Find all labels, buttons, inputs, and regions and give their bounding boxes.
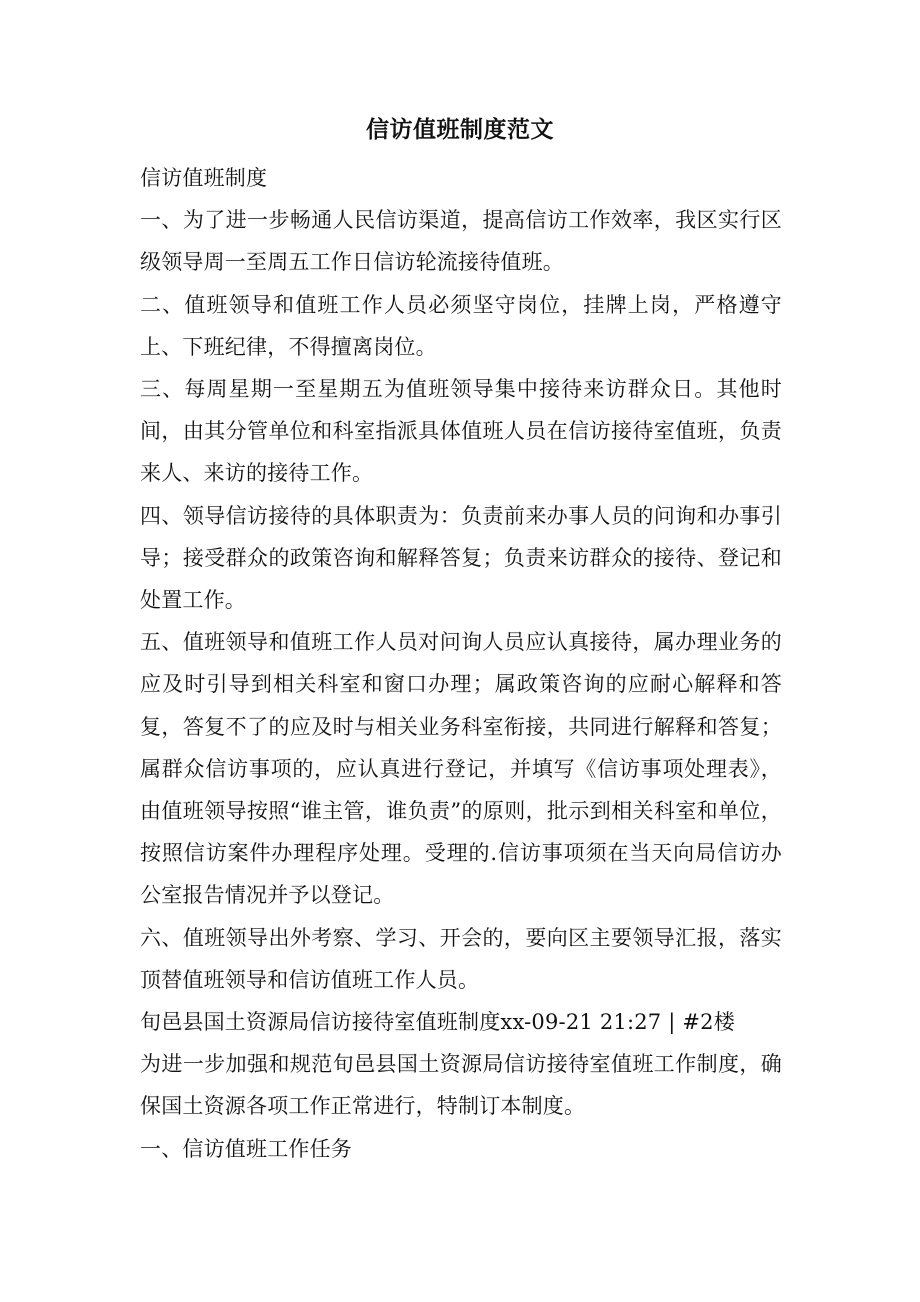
paragraph-rule-1: 一、为了进一步畅通人民信访渠道，提高信访工作效率，我区实行区级领导周一至周五工作日信访轮流接待值班。 — [140, 208, 782, 275]
paragraph-post-header: 旬邑县国土资源局信访接待室值班制度xx-09-21 21:27 | #2楼 — [140, 1010, 735, 1035]
paragraph-rule-2: 二、值班领导和值班工作人员必须坚守岗位，挂牌上岗，严格遵守上、下班纪律，不得擅离岗位。 — [140, 292, 782, 359]
paragraph-rule-5: 五、值班领导和值班工作人员对问询人员应认真接待，属办理业务的应及时引导到相关科室和窗口办理；属政策咨询的应耐心解释和答复，答复不了的应及时与相关业务科室衔接，共同进行解释和答复；属群众信访事项的，应认真进行登记，并填写《信访事项处理表》，由值班领导按照“谁主管，谁负责”的原则，批示到相关科室和单位，按照信访案件办理程序处理。受理的.信访事项须在当天向局信访办公室报告情况并予以登记。 — [140, 630, 782, 908]
document-title: 信访值班制度范文 — [366, 116, 554, 143]
paragraph-rule-4: 四、领导信访接待的具体职责为：负责前来办事人员的问询和办事引导；接受群众的政策咨询和解释答复；负责来访群众的接待、登记和处置工作。 — [140, 503, 782, 613]
paragraph-subtitle: 信访值班制度 — [140, 166, 268, 190]
document-body — [140, 157, 782, 1170]
paragraph-rule-3: 三、每周星期一至星期五为值班领导集中接待来访群众日。其他时间，由其分管单位和科室指派具体值班人员在信访接待室值班，负责来人、来访的接待工作。 — [140, 377, 782, 486]
paragraph-intro: 为进一步加强和规范旬邑县国土资源局信访接待室值班工作制度，确保国土资源各项工作正常进行，特制订本制度。 — [140, 1052, 782, 1119]
paragraph-rule-6: 六、值班领导出外考察、学习、开会的，要向区主要领导汇报，落实顶替值班领导和信访值班工作人员。 — [140, 925, 782, 992]
paragraph-section-heading: 一、信访值班工作任务 — [140, 1136, 352, 1161]
